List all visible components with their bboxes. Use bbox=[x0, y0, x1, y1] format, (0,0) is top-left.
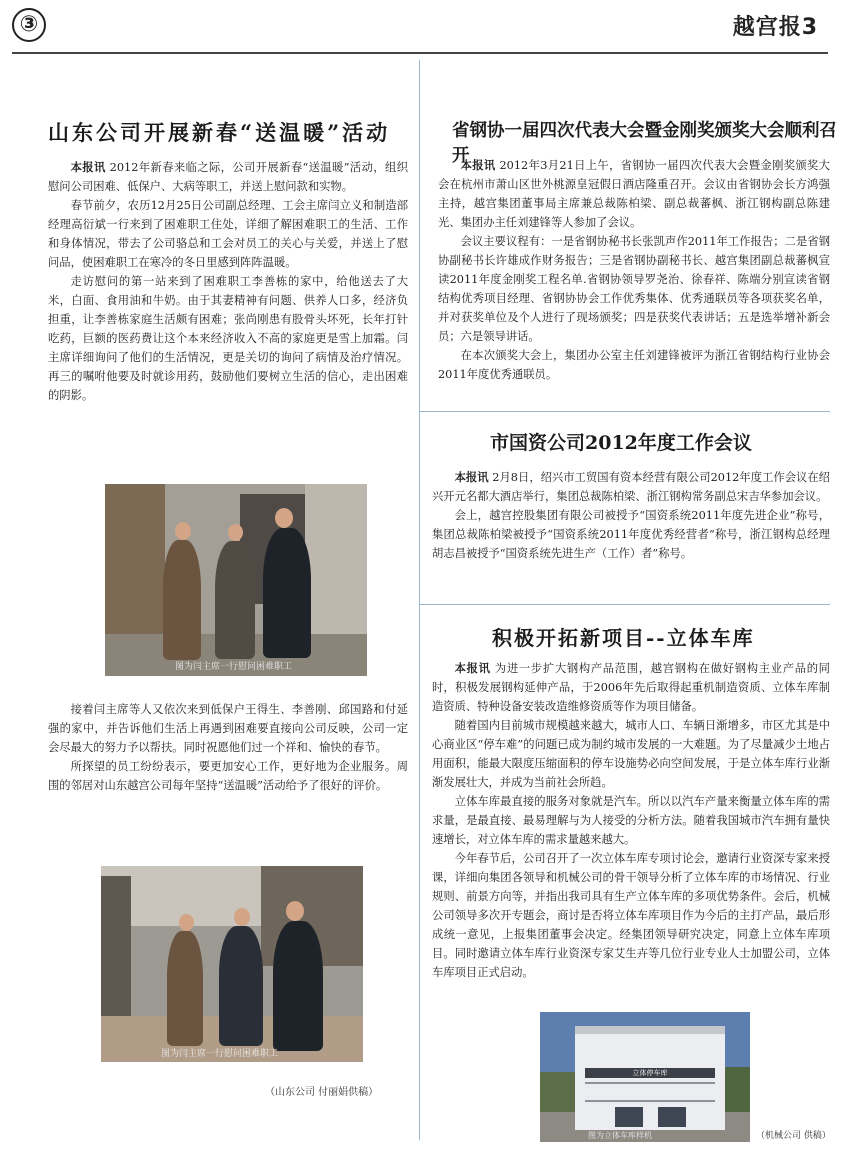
paragraph: 接着闫主席等人又依次来到低保户王得生、李善刚、邱国路和付延强的家中，并告诉他们生活上再遇到困难要直接向公司反映，公司一定会尽最大的努力予以帮扶。同时祝愿他们过一个祥和、愉快的春节。 bbox=[48, 703, 408, 754]
photo-visit-2 bbox=[101, 866, 363, 1062]
masthead: 越宫报3 bbox=[732, 15, 818, 40]
photo-visit-1 bbox=[105, 484, 367, 676]
paragraph: 在本次颁奖大会上，集团办公室主任刘建锋被评为浙江省钢结构行业协会2011年度优秀通联员。 bbox=[438, 349, 830, 381]
photo-caption: 图为闫主席一行慰问困难职工 bbox=[175, 662, 293, 672]
article-title: 市国资公司2012年度工作会议 bbox=[490, 432, 752, 454]
paragraph: 本报讯 为进一步扩大钢构产品范围，越宫钢构在做好钢构主业产品的同时，积极发展钢构延伸产品，于2006年先后取得起重机制造资质、立体车库制造资质、特种设备安装改造维修资质等作为项目储备。 bbox=[432, 661, 830, 713]
section-divider bbox=[420, 411, 830, 412]
article-title: 山东公司开展新春“送温暖”活动 bbox=[48, 120, 391, 145]
paragraph: 所探望的员工纷纷表示，要更加安心工作，更好地为企业服务。周围的邻居对山东越宫公司每年坚持“送温暖”活动给予了很好的评价。 bbox=[48, 760, 408, 792]
paragraph: 本报讯 2012年3月21日上午，省钢协一届四次代表大会暨金刚奖颁奖大会在杭州市萧山区世外桃源皇冠假日酒店隆重召开。会议由省钢协会长方鸿强主持，越宫集团董事局主席兼总裁陈柏梁、副总裁蕃枫、浙江钢构副总陈建光、集团办主任刘建锋等人参加了会议。 bbox=[438, 158, 830, 229]
garage-sign: 立体停车库 bbox=[585, 1068, 715, 1078]
credit: （山东公司 付丽娟供稿） bbox=[265, 1087, 379, 1098]
column-divider bbox=[419, 60, 420, 1140]
paragraph: 随着国内目前城市规模越来越大，城市人口、车辆日渐增多，市区尤其是中心商业区“停车难”的问题已成为制约城市发展的一大难题。为了尽量减少土地占用面积，能最大限度压缩面积的停车设施势必向空间发展，于是立体车库行业渐渐发展壮大，并成为当前社会所趋。 bbox=[432, 719, 830, 789]
credit: （机械公司 供稿） bbox=[756, 1131, 831, 1141]
paragraph: 春节前夕，农历12月25日公司副总经理、工会主席闫立义和制造部经理高衍斌一行来到了困难职工住处，详细了解困难职工的生活、工作和身体情况，带去了公司骆总和工会对员工的关心与关爱，并送上了慰问品，使困难职工在寒冷的冬日里感到阵阵温暖。 bbox=[48, 199, 408, 269]
paragraph: 立体车库最直接的服务对象就是汽车。所以以汽车产量来衡量立体车库的需求量，是最直接、最易理解与为人接受的分析方法。随着我国城市汽车拥有量快速增长，对立体车库的需求量越来越大。 bbox=[432, 795, 830, 846]
paragraph: 走访慰问的第一站来到了困难职工李善栋的家中，给他送去了大米，白面、食用油和牛奶。由于其妻精神有问题、供养人口多，经济负担重，让李善栋家庭生活颇有困难；张尚刚患有股骨头坏死，长年打针吃药，巨额的医药费让这个本来经济收入不高的家庭更是雪上加霜。闫主席详细询问了他们的生活情况，更是关切的询问了病情及治疗情况。再三的嘱咐他要及时就诊用药，鼓励他们要树立生活的信心，走出困难的阴影。 bbox=[48, 275, 408, 402]
paragraph: 今年春节后，公司召开了一次立体车库专项讨论会，邀请行业资深专家来授课，详细向集团各领导和机械公司的骨干领导分析了立体车库的市场情况、行业规则、前景方向等，并指出我司具有生产立体车库的多项优势条件。会后，机械公司领导多次开专题会，商讨是否将立体车库项目作为今后的主打产品，最后形成统一意见，上报集团董事会决定。经集团领导研究决定，同意上立体车库项目。同时邀请立体车库行业资深专家艾生卉等几位行业专业人士加盟公司，立体车库项目正式启动。 bbox=[432, 852, 830, 979]
header-rule bbox=[12, 52, 828, 54]
article-title: 省钢协一届四次代表大会暨金刚奖颁奖大会顺利召开 bbox=[452, 121, 837, 166]
page-number: ③ bbox=[12, 8, 46, 42]
article-body bbox=[432, 659, 830, 982]
paragraph: 本报讯 2月8日，绍兴市工贸国有资本经营有限公司2012年度工作会议在绍兴开元名都大酒店举行，集团总裁陈柏梁、浙江钢构常务副总宋吉华参加会议。 bbox=[432, 470, 830, 503]
photo-garage bbox=[540, 1012, 750, 1142]
photo-caption: 图为闫主席一行慰问困难职工 bbox=[161, 1049, 279, 1059]
paragraph: 会议主要议程有：一是省钢协秘书长张凯声作2011年工作报告；二是省钢协副秘书长许雄成作财务报告；三是省钢协副秘书长、越宫集团副总裁蕃枫宣读2011年度金刚奖工程名单.省钢协领导罗尧治、徐春祥、陈端分别宣读省钢结构优秀项目经理、省钢协协会工作优秀集体、优秀通联员等各项获奖名单，并对获奖单位及个人进行了现场颁奖；四是获奖代表讲话；五是选举增补新会员；六是领导讲话。 bbox=[438, 235, 830, 343]
article-body-continued bbox=[48, 700, 408, 795]
article-body bbox=[432, 468, 830, 563]
article-body bbox=[438, 156, 830, 384]
article-title: 积极开拓新项目--立体车库 bbox=[492, 626, 755, 650]
article-body bbox=[48, 158, 408, 405]
paragraph: 本报讯 2012年新春来临之际，公司开展新春“送温暖”活动，组织慰问公司困难、低保户、大病等职工，并送上慰问款和实物。 bbox=[48, 160, 408, 193]
paragraph: 会上，越宫控股集团有限公司被授予“国资系统2011年度先进企业”称号，集团总裁陈柏梁被授予“国资系统2011年度优秀经营者”称号，浙江钢构总经理胡志昌被授予“国资系统先进生产（工作）者”称号。 bbox=[432, 509, 830, 560]
section-divider bbox=[420, 604, 830, 605]
photo-caption: 图为立体车库样机 bbox=[588, 1131, 652, 1140]
